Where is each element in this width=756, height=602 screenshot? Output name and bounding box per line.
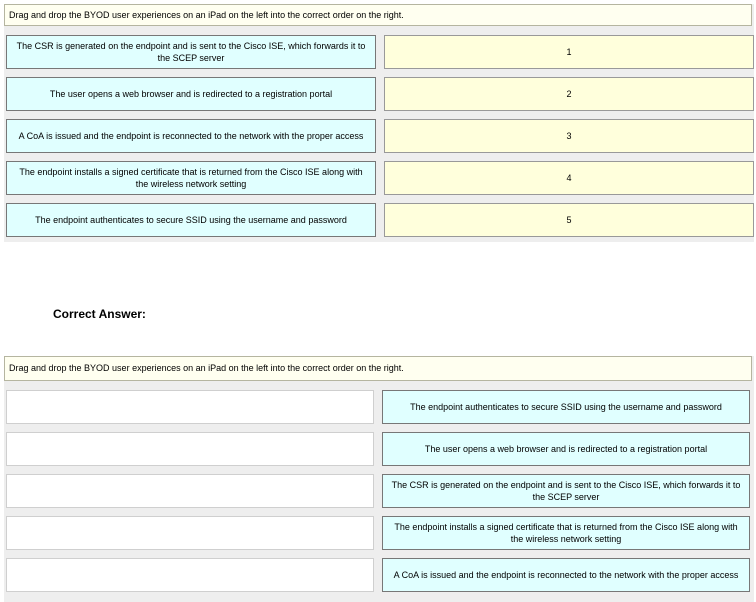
drop-slot-3[interactable]: 3 xyxy=(384,119,754,153)
question-instruction: Drag and drop the BYOD user experiences on an iPad on the left into the correct order on the right. xyxy=(4,4,752,26)
answer-item-4: The endpoint installs a signed certificate that is returned from the Cisco ISE along with the wireless network setting xyxy=(382,516,750,550)
answer-panel xyxy=(4,356,754,602)
draggable-item-3[interactable]: A CoA is issued and the endpoint is reconnected to the network with the proper access xyxy=(6,119,376,153)
answer-item-3: The CSR is generated on the endpoint and is sent to the Cisco ISE, which forwards it to the SCEP server xyxy=(382,474,750,508)
empty-source-slot-2 xyxy=(6,432,374,466)
empty-source-slot-3 xyxy=(6,474,374,508)
answer-item-2: The user opens a web browser and is redirected to a registration portal xyxy=(382,432,750,466)
drop-slot-5[interactable]: 5 xyxy=(384,203,754,237)
empty-source-slot-4 xyxy=(6,516,374,550)
drop-slot-4[interactable]: 4 xyxy=(384,161,754,195)
draggable-item-4[interactable]: The endpoint installs a signed certificate that is returned from the Cisco ISE along with the wireless network setting xyxy=(6,161,376,195)
empty-source-slot-5 xyxy=(6,558,374,592)
empty-source-slot-1 xyxy=(6,390,374,424)
question-panel xyxy=(4,4,754,242)
answer-item-1: The endpoint authenticates to secure SSID using the username and password xyxy=(382,390,750,424)
draggable-item-5[interactable]: The endpoint authenticates to secure SSID using the username and password xyxy=(6,203,376,237)
drop-slot-1[interactable]: 1 xyxy=(384,35,754,69)
answer-instruction: Drag and drop the BYOD user experiences on an iPad on the left into the correct order on the right. xyxy=(4,356,752,381)
answer-item-5: A CoA is issued and the endpoint is reconnected to the network with the proper access xyxy=(382,558,750,592)
draggable-item-2[interactable]: The user opens a web browser and is redirected to a registration portal xyxy=(6,77,376,111)
correct-answer-label: Correct Answer: xyxy=(53,307,146,321)
draggable-item-1[interactable]: The CSR is generated on the endpoint and is sent to the Cisco ISE, which forwards it to the SCEP server xyxy=(6,35,376,69)
drop-slot-2[interactable]: 2 xyxy=(384,77,754,111)
